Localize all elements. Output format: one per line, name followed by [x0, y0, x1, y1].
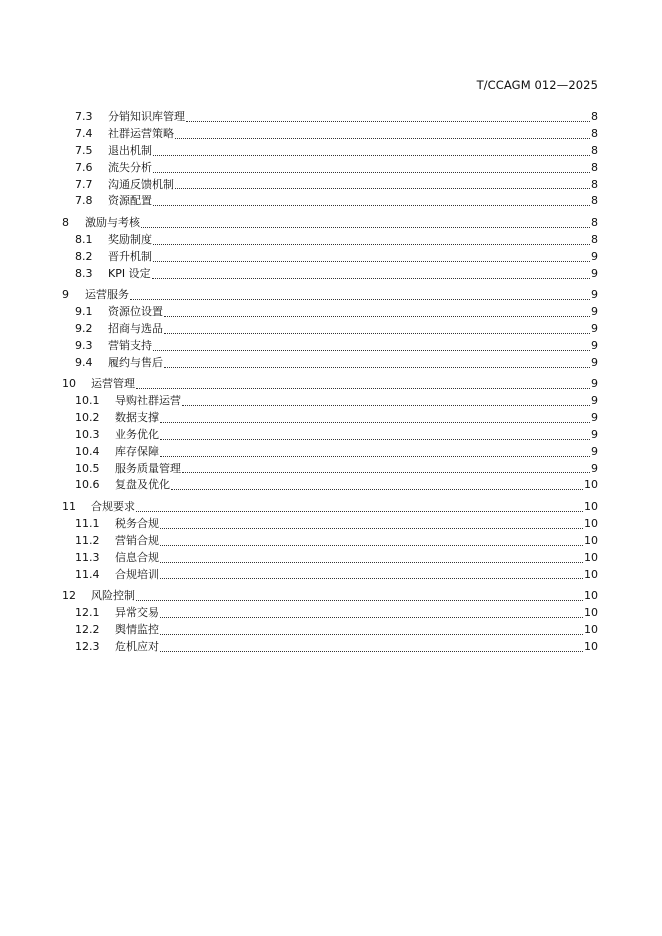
toc-dot-leader — [153, 195, 590, 207]
table-of-contents — [62, 109, 598, 656]
toc-entry-number: 9.3 — [75, 338, 93, 352]
toc-dot-leader — [153, 145, 590, 157]
toc-dot-leader — [164, 306, 590, 318]
toc-entry-number: 12 — [62, 589, 76, 603]
toc-entry-number: 7.4 — [75, 126, 93, 140]
toc-entry-title: 营销合规 — [115, 533, 159, 547]
toc-entry-number: 7.5 — [75, 143, 93, 157]
toc-entry-title: 异常交易 — [115, 605, 159, 619]
toc-dot-leader — [160, 535, 583, 547]
toc-dot-leader — [141, 217, 590, 229]
toc-entry-page-number: 9 — [591, 304, 598, 318]
toc-entry-number: 8.2 — [75, 249, 93, 263]
toc-entry-title: KPI 设定 — [108, 266, 151, 280]
toc-dot-leader — [175, 128, 590, 140]
toc-entry-page-number: 8 — [591, 110, 598, 123]
toc-entry-title: 税务合规 — [115, 516, 159, 530]
document-code-header: T/CCAGM 012—2025 — [476, 78, 598, 92]
toc-entry-number: 10.5 — [75, 461, 100, 475]
toc-entry[interactable] — [62, 355, 598, 372]
toc-entry[interactable] — [62, 550, 598, 567]
toc-entry-title: 信息合规 — [115, 550, 159, 564]
toc-entry-number: 7.6 — [75, 160, 93, 174]
toc-dot-leader — [160, 607, 583, 619]
toc-dot-leader — [160, 446, 590, 458]
toc-entry-title: 风险控制 — [91, 589, 135, 603]
toc-dot-leader — [153, 340, 590, 352]
toc-entry[interactable] — [62, 639, 598, 656]
toc-dot-leader — [160, 429, 590, 441]
toc-dot-leader — [136, 501, 583, 513]
toc-entry-number: 7.8 — [75, 194, 93, 208]
toc-entry-title: 退出机制 — [108, 143, 152, 157]
toc-dot-leader — [136, 590, 583, 602]
toc-entry-title: 导购社群运营 — [115, 394, 181, 408]
toc-entry[interactable] — [62, 266, 598, 283]
toc-entry-page-number: 9 — [591, 461, 598, 475]
toc-entry[interactable] — [62, 143, 598, 160]
toc-entry-number: 9.1 — [75, 304, 93, 318]
toc-entry-title: 服务质量管理 — [115, 461, 181, 475]
toc-entry[interactable] — [62, 160, 598, 177]
toc-dot-leader — [182, 395, 590, 407]
toc-entry[interactable] — [62, 232, 598, 249]
toc-entry-page-number: 10 — [584, 605, 598, 619]
toc-entry-page-number: 8 — [591, 194, 598, 208]
toc-entry-title: 招商与选品 — [108, 321, 163, 335]
toc-entry[interactable] — [62, 215, 598, 232]
toc-entry[interactable] — [62, 126, 598, 143]
toc-entry[interactable] — [62, 338, 598, 355]
toc-entry-page-number: 8 — [591, 215, 598, 229]
toc-entry-number: 10.4 — [75, 444, 100, 458]
toc-entry-page-number: 9 — [591, 266, 598, 280]
toc-entry-number: 12.3 — [75, 639, 100, 653]
toc-entry-number: 7.3 — [75, 110, 93, 123]
toc-entry-title: 奖励制度 — [108, 232, 152, 246]
toc-entry-number: 12.1 — [75, 605, 100, 619]
toc-entry-title: 危机应对 — [115, 639, 159, 653]
toc-entry-number: 11 — [62, 499, 76, 513]
toc-entry[interactable] — [62, 393, 598, 410]
toc-entry-number: 11.4 — [75, 567, 100, 581]
toc-entry-title: 合规要求 — [91, 499, 135, 513]
toc-entry-title: 舆情监控 — [115, 622, 159, 636]
toc-entry-number: 12.2 — [75, 622, 100, 636]
toc-entry-page-number: 9 — [591, 249, 598, 263]
toc-entry-number: 8 — [62, 215, 69, 229]
toc-entry-page-number: 10 — [584, 478, 598, 492]
toc-entry[interactable] — [62, 444, 598, 461]
toc-entry-page-number: 8 — [591, 143, 598, 157]
toc-entry[interactable] — [62, 321, 598, 338]
toc-entry-title: 社群运营策略 — [108, 126, 174, 140]
toc-entry-number: 9.2 — [75, 321, 93, 335]
toc-entry-number: 9 — [62, 288, 69, 302]
toc-entry-number: 10.6 — [75, 478, 100, 492]
toc-entry-number: 11.1 — [75, 516, 100, 530]
toc-dot-leader — [130, 289, 590, 301]
toc-entry-page-number: 10 — [584, 639, 598, 653]
toc-entry-title: 资源位设置 — [108, 304, 163, 318]
toc-dot-leader — [186, 111, 590, 123]
toc-entry-title: 业务优化 — [115, 427, 159, 441]
toc-entry-page-number: 9 — [591, 321, 598, 335]
toc-entry-number: 11.3 — [75, 550, 100, 564]
toc-entry[interactable] — [62, 410, 598, 427]
toc-dot-leader — [182, 462, 590, 474]
toc-entry-page-number: 8 — [591, 126, 598, 140]
toc-entry[interactable] — [62, 109, 598, 126]
toc-entry-number: 8.3 — [75, 266, 93, 280]
toc-entry[interactable] — [62, 533, 598, 550]
toc-entry[interactable] — [62, 588, 598, 605]
toc-entry-number: 11.2 — [75, 533, 100, 547]
toc-entry-page-number: 9 — [591, 355, 598, 369]
toc-entry[interactable] — [62, 193, 598, 210]
toc-entry-title: 履约与售后 — [108, 355, 163, 369]
toc-entry-page-number: 8 — [591, 160, 598, 174]
toc-entry-page-number: 10 — [584, 550, 598, 564]
toc-entry-title: 资源配置 — [108, 194, 152, 208]
toc-entry-page-number: 9 — [591, 427, 598, 441]
toc-entry[interactable] — [62, 376, 598, 393]
toc-dot-leader — [160, 641, 583, 653]
toc-entry-page-number: 9 — [591, 288, 598, 302]
toc-entry[interactable] — [62, 516, 598, 533]
toc-dot-leader — [160, 568, 583, 580]
toc-entry-page-number: 9 — [591, 410, 598, 424]
toc-entry[interactable] — [62, 427, 598, 444]
toc-dot-leader — [152, 268, 590, 280]
toc-entry-page-number: 9 — [591, 377, 598, 391]
toc-entry-number: 9.4 — [75, 355, 93, 369]
toc-entry[interactable] — [62, 177, 598, 194]
toc-dot-leader — [171, 479, 583, 491]
toc-entry-title: 合规培训 — [115, 567, 159, 581]
toc-entry-page-number: 10 — [584, 567, 598, 581]
toc-entry-title: 激励与考核 — [85, 215, 140, 229]
toc-dot-leader — [160, 412, 590, 424]
toc-entry-number: 10.1 — [75, 394, 100, 408]
toc-entry-page-number: 9 — [591, 338, 598, 352]
toc-entry-page-number: 10 — [584, 589, 598, 603]
toc-entry[interactable] — [62, 477, 598, 494]
toc-entry-page-number: 8 — [591, 232, 598, 246]
toc-entry-page-number: 10 — [584, 622, 598, 636]
toc-entry-page-number: 10 — [584, 499, 598, 513]
toc-dot-leader — [136, 378, 590, 390]
toc-entry-title: 复盘及优化 — [115, 478, 170, 492]
toc-dot-leader — [160, 552, 583, 564]
toc-entry[interactable] — [62, 622, 598, 639]
toc-entry-title: 数据支撑 — [115, 410, 159, 424]
toc-entry-title: 沟通反馈机制 — [108, 177, 174, 191]
toc-entry-page-number: 8 — [591, 177, 598, 191]
toc-entry-number: 10.2 — [75, 410, 100, 424]
toc-entry-number: 8.1 — [75, 232, 93, 246]
toc-entry[interactable] — [62, 567, 598, 584]
toc-dot-leader — [153, 251, 590, 263]
toc-entry-page-number: 10 — [584, 533, 598, 547]
toc-dot-leader — [160, 518, 583, 530]
toc-entry-title: 晋升机制 — [108, 249, 152, 263]
toc-entry[interactable] — [62, 249, 598, 266]
toc-dot-leader — [153, 162, 590, 174]
toc-entry-title: 运营服务 — [85, 288, 129, 302]
toc-entry-number: 10.3 — [75, 427, 100, 441]
toc-entry-page-number: 10 — [584, 516, 598, 530]
toc-entry-title: 分销知识库管理 — [108, 110, 185, 123]
toc-entry-title: 库存保障 — [115, 444, 159, 458]
toc-dot-leader — [160, 624, 583, 636]
toc-entry[interactable] — [62, 304, 598, 321]
toc-entry-title: 运营管理 — [91, 377, 135, 391]
toc-entry[interactable] — [62, 287, 598, 304]
toc-entry-number: 7.7 — [75, 177, 93, 191]
toc-entry-number: 10 — [62, 377, 76, 391]
toc-entry-page-number: 9 — [591, 394, 598, 408]
toc-entry[interactable] — [62, 605, 598, 622]
toc-dot-leader — [175, 178, 590, 190]
toc-dot-leader — [153, 234, 590, 246]
toc-entry-title: 营销支持 — [108, 338, 152, 352]
toc-entry-title: 流失分析 — [108, 160, 152, 174]
toc-dot-leader — [164, 323, 590, 335]
toc-entry-page-number: 9 — [591, 444, 598, 458]
toc-entry[interactable] — [62, 461, 598, 478]
toc-dot-leader — [164, 357, 590, 369]
toc-entry[interactable] — [62, 499, 598, 516]
